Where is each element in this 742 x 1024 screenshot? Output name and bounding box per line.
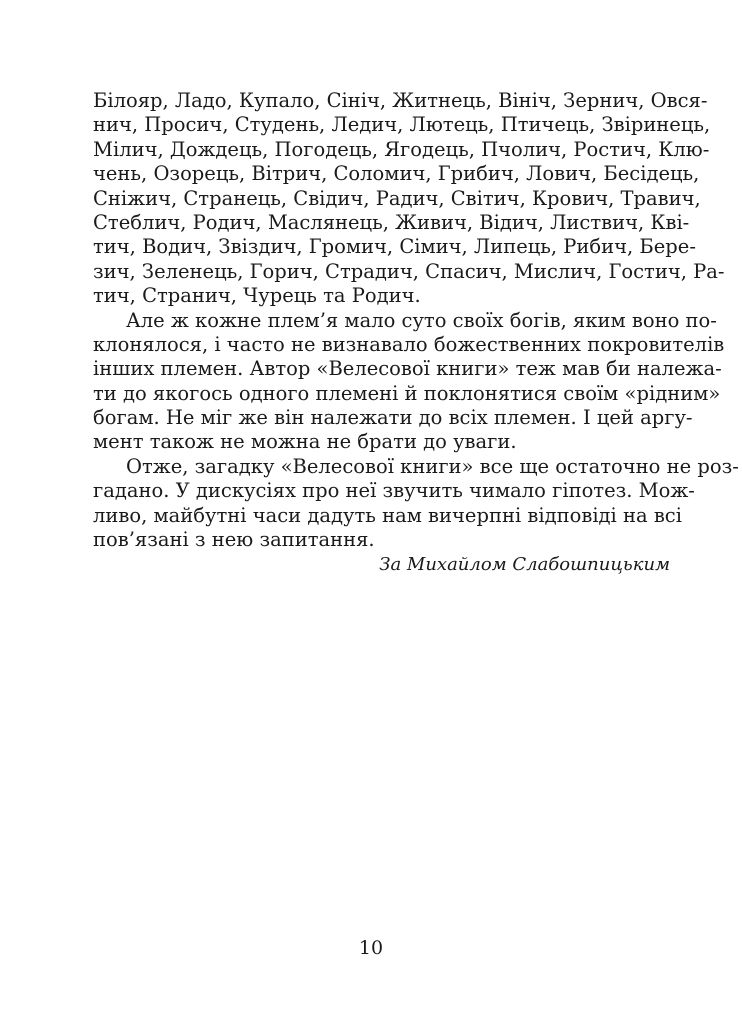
text-line: Стеблич, Родич, Маслянець, Живич, Відич, Листвич, Кві- — [93, 210, 690, 234]
paragraph-deity-list — [93, 89, 725, 309]
text-line: Але ж кожне плем’я мало суто своїх богів, яким воно по- — [126, 308, 717, 332]
page-number: 10 — [358, 937, 384, 959]
text-line: Сніжич, Странець, Свідич, Радич, Світич, Крович, Травич, — [93, 186, 701, 210]
author-attribution: За Михайлом Слабошпицьким — [379, 554, 670, 575]
text-line: богам. Не міг же він належати до всіх племен. І цей аргу- — [93, 406, 693, 430]
body-text — [93, 89, 739, 552]
text-line: ливо, майбутні часи дадуть нам вичерпні відповіді на всі — [93, 503, 682, 527]
text-line: Білояр, Ладо, Купало, Сініч, Житнець, Вініч, Зернич, Овся- — [93, 89, 708, 112]
text-line: тич, Водич, Звіздич, Громич, Сімич, Липець, Рибич, Бере- — [93, 235, 696, 259]
text-line: Мілич, Дождець, Погодець, Ягодець, Пчолич, Ростич, Клю- — [93, 137, 710, 161]
text-line: тич, Странич, Чурець та Родич. — [93, 284, 421, 308]
text-line: інших племен. Автор «Велесової книги» теж мав би належа- — [93, 357, 722, 381]
text-line: мент також не можна не брати до уваги. — [93, 430, 517, 454]
text-line: гадано. У дискусіях про неї звучить чимало гіпотез. Мож- — [93, 479, 695, 503]
text-line: клонялося, і часто не визнавало божественних покровителів — [93, 332, 725, 356]
text-line: пов’язані з нею запитання. — [93, 528, 375, 552]
text-line: чень, Озорець, Вітрич, Соломич, Грибич, Лович, Бесідець, — [93, 162, 700, 186]
paragraph-tribal-gods — [93, 308, 725, 455]
paragraph-conclusion — [93, 454, 739, 553]
text-line: нич, Просич, Студень, Ледич, Лютець, Птичець, Звіринець, — [93, 113, 711, 137]
text-line: зич, Зеленець, Горич, Страдич, Спасич, Мислич, Гостич, Ра- — [93, 259, 725, 283]
text-line: ти до якогось одного племені й поклонятися своїм «рідним» — [93, 381, 721, 405]
text-line: Отже, загадку «Велесової книги» все ще остаточно не роз- — [126, 454, 739, 478]
